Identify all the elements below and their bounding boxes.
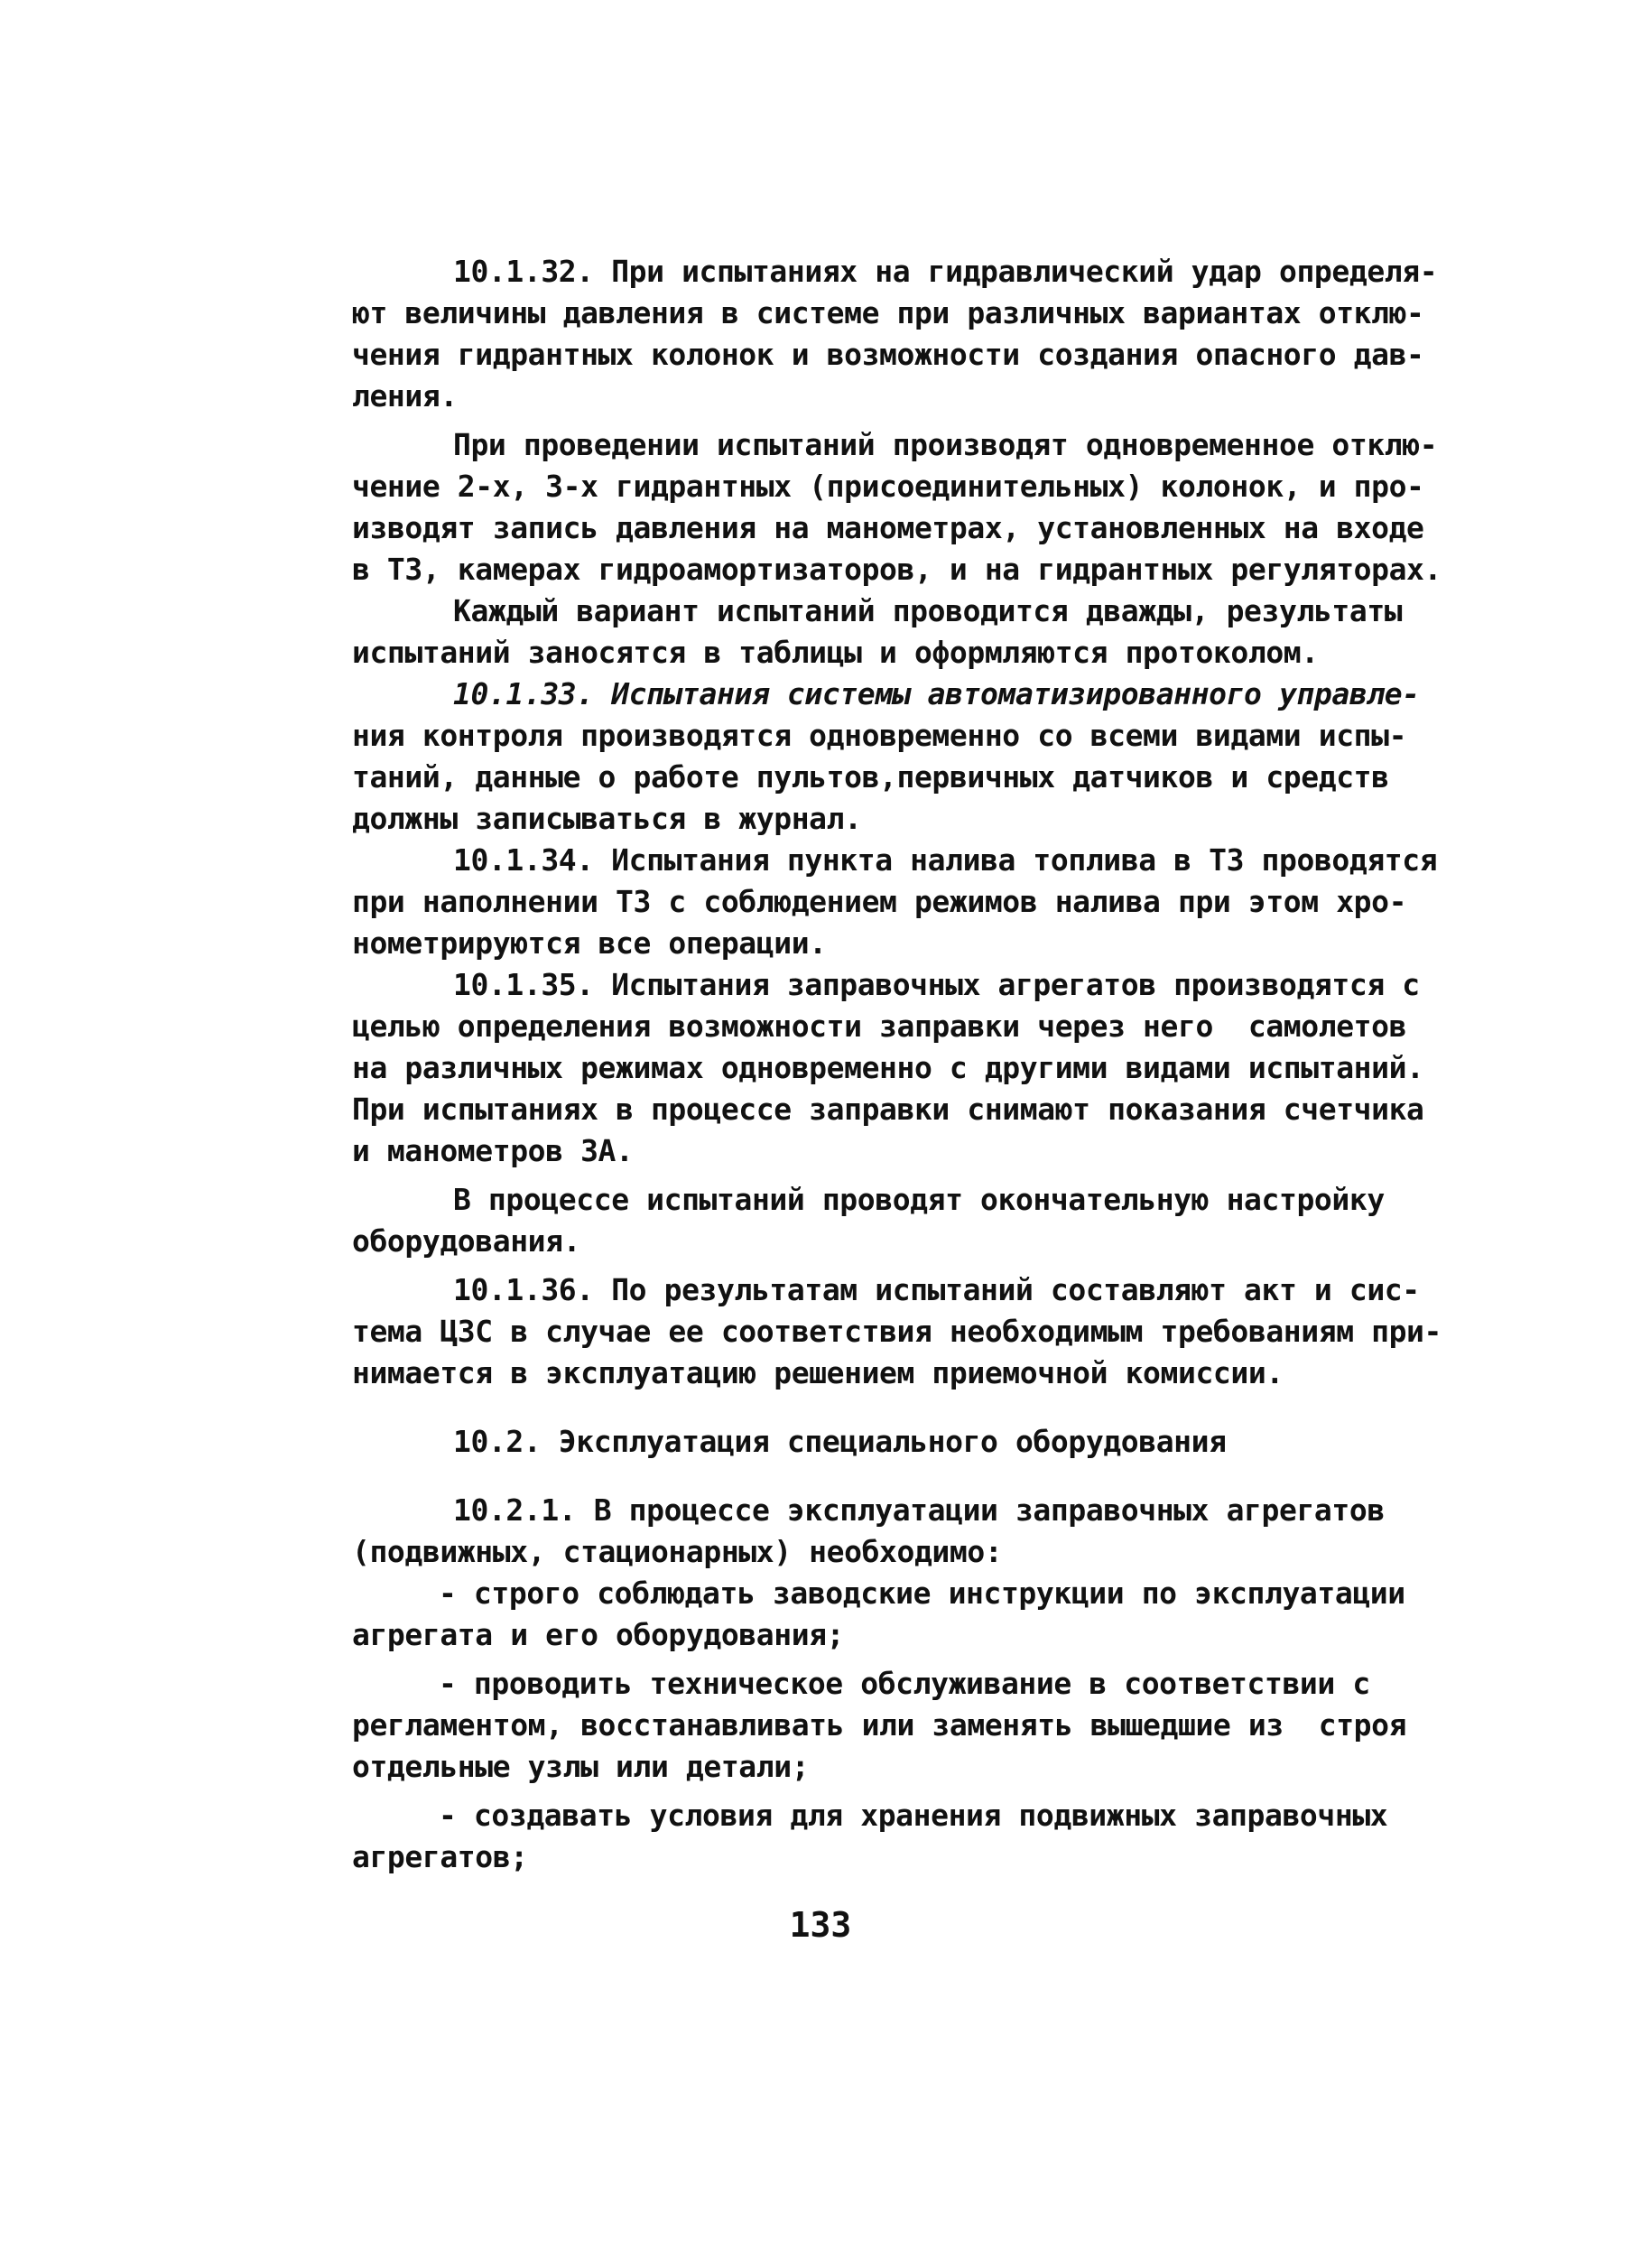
text-line: ния контроля производятся одновременно со всеми видами испы- [352,718,1407,753]
text-line: При испытаниях в процессе заправки снимают показания счетчика [352,1092,1424,1127]
text-line: В процессе испытаний проводят окончательную настройку [453,1182,1385,1217]
text-line: регламентом, восстанавливать или заменять вышедшие из строя [352,1707,1407,1743]
text-line: испытаний заносятся в таблицы и оформляются протоколом. [352,635,1319,670]
text-line: При проведении испытаний производят одновременное отклю- [453,427,1438,462]
text-line: целью определения возможности заправки через него самолетов [352,1009,1407,1044]
text-line: 10.2.1. В процессе эксплуатации заправочных агрегатов [453,1492,1385,1528]
text-line: и манометров ЗА. [352,1133,634,1168]
text-line: таний, данные о работе пультов,первичных датчиков и средств [352,759,1389,795]
text-line: чения гидрантных колонок и возможности создания опасного дав- [352,337,1424,372]
text-line: оборудования. [352,1223,581,1259]
text-line: изводят запись давления на манометрах, установленных на входе [352,510,1424,545]
text-line: отдельные узлы или детали; [352,1749,810,1784]
text-line: 10.1.32. При испытаниях на гидравлический удар определя- [453,254,1438,289]
text-line: на различных режимах одновременно с другими видами испытаний. [352,1050,1424,1085]
text-line: нометрируются все операции. [352,925,827,961]
text-line: Каждый вариант испытаний проводится дважды, результаты [453,593,1403,628]
text-line: чение 2-х, 3-х гидрантных (присоединительных) колонок, и про- [352,469,1424,504]
text-line: 10.1.34. Испытания пункта налива топлива в ТЗ проводятся [453,842,1438,878]
paragraph-final-setup [352,1179,1385,1262]
text-line: в ТЗ, камерах гидроамортизаторов, и на гидрантных регуляторах. [352,552,1442,587]
list-item [352,1795,1388,1878]
paragraph-10-2-1 [352,1490,1385,1573]
list-item [352,1663,1407,1788]
text-line: (подвижных, стационарных) необходимо: [352,1534,1003,1569]
section-heading-10-2 [352,1421,1372,1463]
page-number: 133 [789,1905,852,1945]
paragraph-10-1-34 [352,840,1438,964]
text-line: 10.1.33. Испытания системы автоматизированного управле- [453,676,1420,711]
text-line: агрегатов; [352,1839,528,1874]
text-line: 10.1.35. Испытания заправочных агрегатов производятся с [453,967,1420,1002]
paragraph-10-1-33 [352,674,1420,840]
text-line: тема ЦЗС в случае ее соответствия необходимым требованиям при- [352,1314,1442,1349]
text-line: при наполнении ТЗ с соблюдением режимов налива при этом хро- [352,884,1407,919]
paragraph-test-variants [352,590,1403,674]
text-line: агрегата и его оборудования; [352,1617,845,1652]
text-line: должны записываться в журнал. [352,801,862,836]
text-line: - создавать условия для хранения подвижных заправочных [439,1798,1388,1833]
text-line: 10.1.36. По результатам испытаний составляют акт и сис- [453,1272,1420,1307]
document-body [352,251,1442,1878]
text-line: ления. [352,378,458,414]
text-line: нимается в эксплуатацию решением приемочной комиссии. [352,1355,1284,1390]
paragraph-10-1-36 [352,1269,1442,1394]
paragraph-10-1-35 [352,964,1424,1172]
list-item [352,1573,1405,1656]
paragraph-testing-procedure [352,424,1442,590]
paragraph-10-1-32 [352,251,1438,417]
section-heading: 10.2. Эксплуатация специального оборудования [453,1424,1227,1459]
text-line: - строго соблюдать заводские инструкции по эксплуатации [439,1576,1405,1611]
text-line: ют величины давления в системе при различных вариантах отклю- [352,295,1424,330]
text-line: - проводить техническое обслуживание в соответствии с [439,1666,1370,1701]
